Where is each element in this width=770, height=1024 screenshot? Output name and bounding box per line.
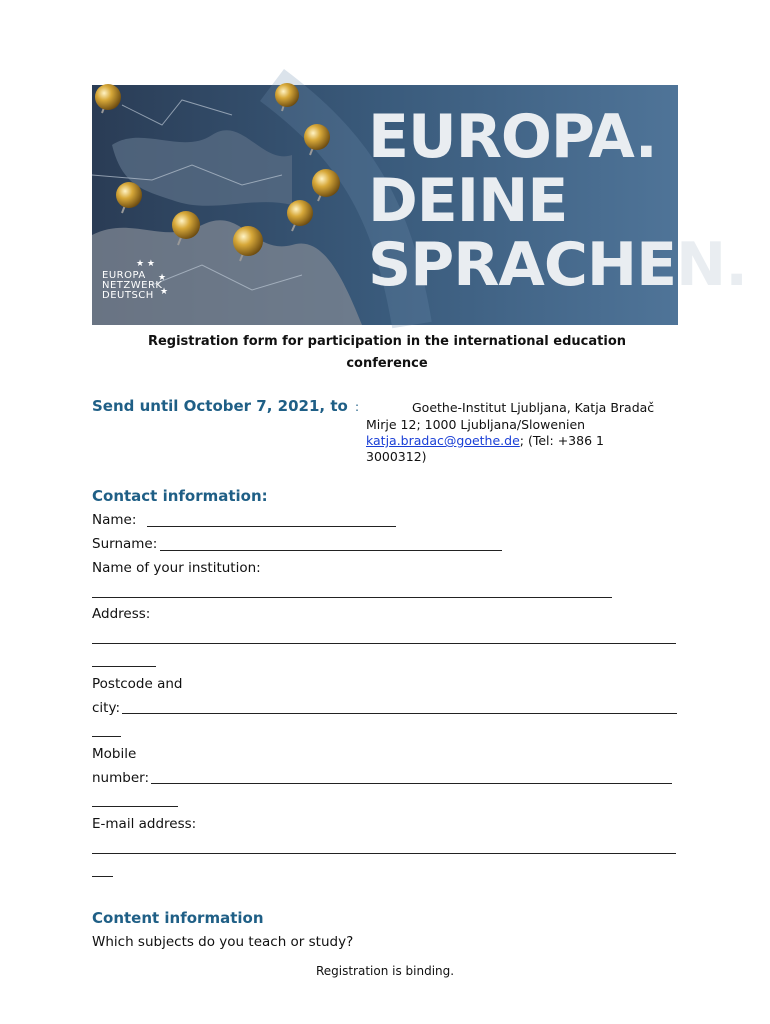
star-icon: ★ ★ [136, 259, 155, 269]
footer-note: Registration is binding. [315, 964, 455, 978]
form-title-line-2: conference [346, 356, 428, 371]
postcode-label: Postcode and [92, 676, 183, 692]
surname-label: Surname: [92, 536, 158, 552]
content-heading: Content information [92, 909, 264, 927]
telephone-continued: 3000312) [366, 449, 427, 464]
star-icon: ★ [158, 273, 167, 283]
name-label: Name: [92, 512, 137, 528]
netzwerk-logo [102, 259, 169, 301]
email-link[interactable]: katja.bradac@goethe.de [366, 433, 520, 448]
address-field-line-1[interactable] [92, 643, 676, 644]
star-icon: ★ [160, 287, 169, 297]
logo-line-3: DEUTSCH [102, 290, 154, 301]
address-label: Address: [92, 606, 151, 622]
address-line-1: Goethe-Institut Ljubljana, Katja Bradač [412, 400, 655, 415]
contact-heading: Contact information: [92, 487, 268, 505]
number-label: number: [92, 770, 149, 786]
email-field-cont[interactable] [92, 876, 113, 877]
subjects-question: Which subjects do you teach or study? [92, 934, 354, 950]
name-field[interactable] [147, 526, 396, 527]
banner-line-1: EUROPA. [368, 102, 657, 172]
institution-label: Name of your institution: [92, 560, 261, 576]
header-banner [92, 85, 748, 325]
mobile-field-cont[interactable] [92, 806, 178, 807]
email-field[interactable] [92, 853, 676, 854]
form-title-line-1: Registration form for participation in the international education [147, 334, 627, 349]
telephone-text: ; (Tel: +386 1 [519, 433, 604, 448]
city-label: city: [92, 700, 121, 716]
mobile-field[interactable] [151, 783, 672, 784]
banner-line-3: SPRACHEN. [368, 230, 748, 300]
logo-line-1: EUROPA [102, 270, 146, 281]
mobile-label: Mobile [92, 746, 137, 762]
postcode-city-field[interactable] [122, 713, 677, 714]
send-colon: : [355, 400, 360, 414]
contact-line [366, 433, 604, 449]
send-deadline-label: Send until October 7, 2021, to [92, 397, 348, 415]
postcode-city-field-cont[interactable] [92, 736, 121, 737]
banner-line-2: DEINE [368, 166, 568, 236]
address-field-line-2[interactable] [92, 666, 156, 667]
address-line-2: Mirje 12; 1000 Ljubljana/Slowenien [366, 417, 586, 432]
logo-line-2: NETZWERK [102, 280, 163, 291]
email-label: E-mail address: [92, 816, 197, 832]
institution-field[interactable] [92, 597, 612, 598]
surname-field[interactable] [160, 550, 502, 551]
